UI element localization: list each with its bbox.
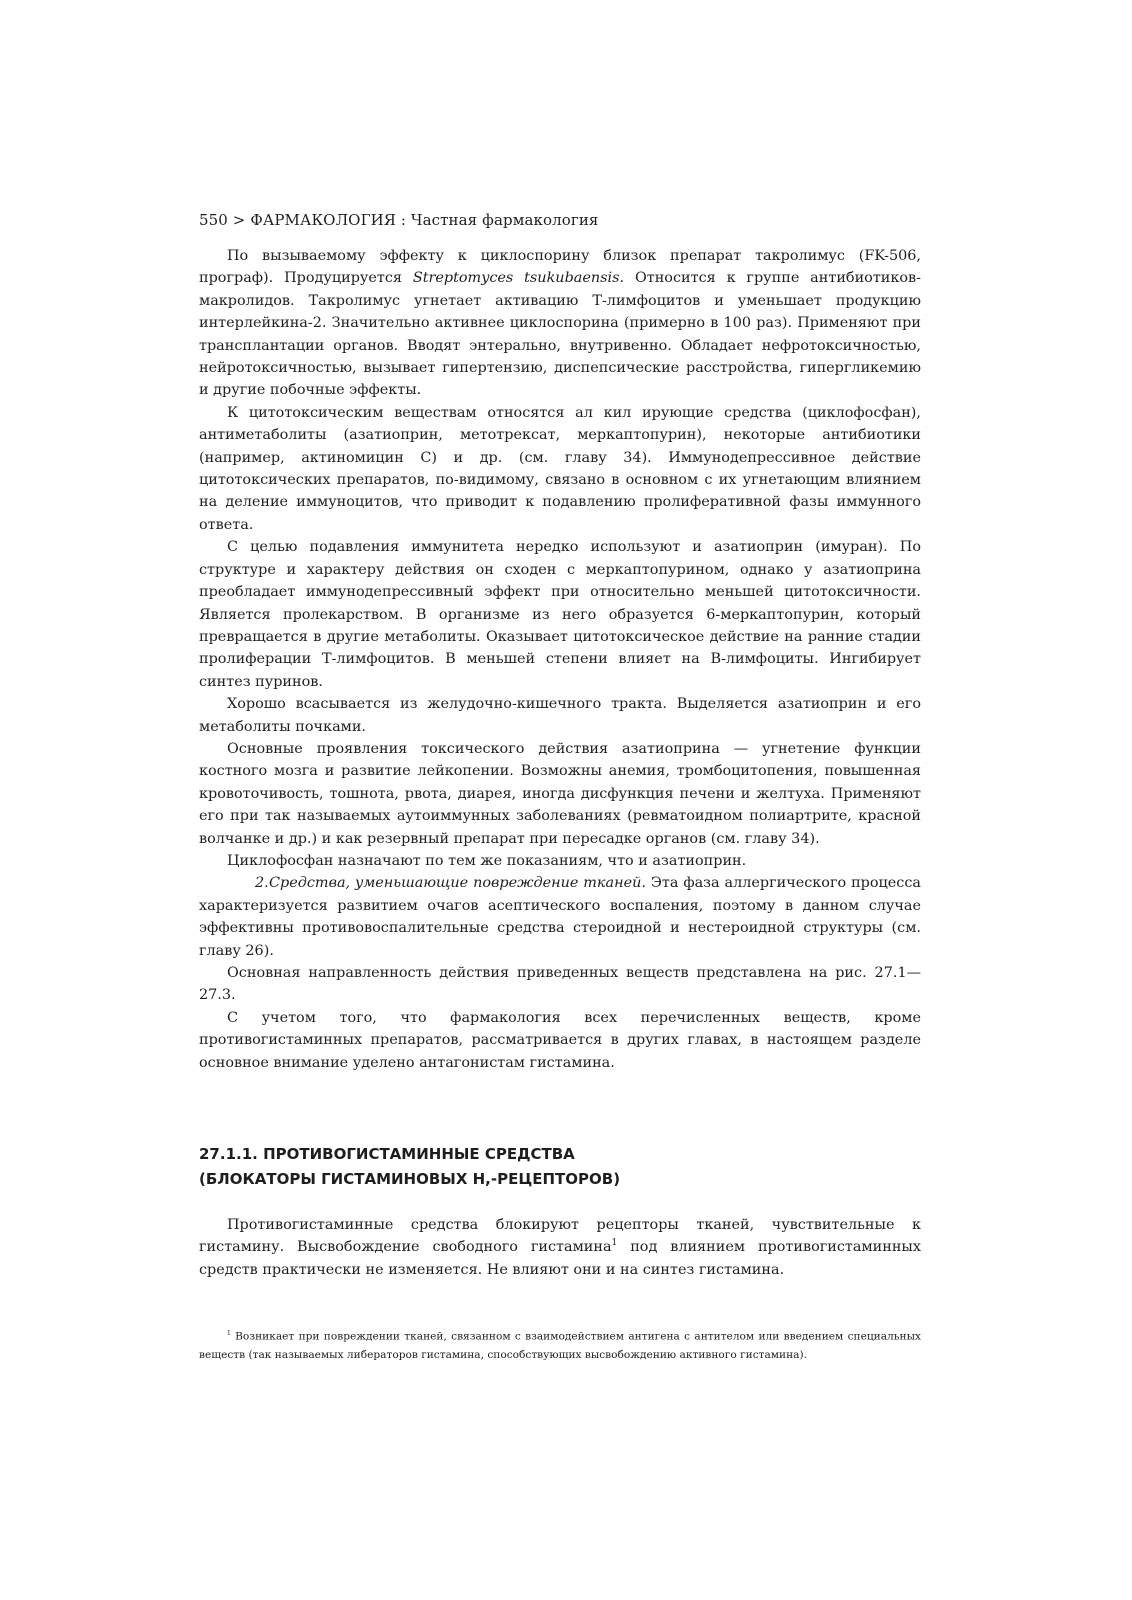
section-heading [199,1142,921,1192]
paragraph-section-focus: С учетом того, что фармакология всех перечисленных веществ, кроме противогистаминных препаратов, рассматривается в других главах, в настоящем разделе основное внимание уделено антагонистам гистамина. [199,1009,921,1071]
list-number: 2. [255,875,269,892]
running-head: 550 > ФАРМАКОЛОГИЯ : Частная фармакология [199,211,599,229]
paragraph-tacrolimus [199,245,921,402]
paragraph-tissue-damage [199,872,921,962]
section-antihistamines [199,1142,921,1281]
paragraph-text: . Относится к группе антибиотиков-макролидов. Такролимус угнетает активацию Т-лимфоцитов и уменьшает продукцию интерлейкина-2. Значительно активнее циклоспорина (примерно в 100 раз). Применяют при трансплантации органов. Вводят энтерально, внутривенно. Обладает нефротоксичностью, нейротоксичностью, вызывает гипертензию, диспепсические расстройства, гипергликемию и другие побочные эффекты. [199,270,922,399]
footnote [199,1325,921,1364]
paragraph-text: под влиянием противогистаминных средств практически не изменяется. Не влияют они и на синтез гистамина. [199,1239,921,1278]
paragraph-text: По вызываемому эффекту к циклоспорину близок препарат такролимус (FK-506, програф). Продуцируется [199,248,921,287]
paragraph-absorption: Хорошо всасывается из желудочно-кишечного тракта. Выделяется азатиоприн и его метаболиты почками. [199,696,921,735]
main-text [199,245,921,1074]
section-heading-line-1: 27.1.1. ПРОТИВОГИСТАМИННЫЕ СРЕДСТВА [199,1145,575,1163]
footnote-reference[interactable]: 1 [611,1238,618,1249]
paragraph-toxicity: Основные проявления токсического действия азатиоприна — угнетение функции костного мозга и развитие лейкопении. Возможны анемия, тромбоцитопения, повышенная кровоточивость, тошнота, рвота, диарея, иногда дисфункция печени и желтуха. Применяют его при так называемых аутоиммунных заболеваниях (ревматоидном полиартрите, красной волчанке и др.) и как резервный препарат при пересадке органов (см. главу 34). [199,740,921,847]
paragraph-cytotoxic: К цитотоксическим веществам относятся ал кил ирующие средства (циклофосфан), антиметаболиты (азатиоприн, метотрексат, меркаптопурин), некоторые антибиотики (например, актиномицин С) и др. (см. главу 34). Иммунодепрессивное действие цитотоксических препаратов, по-видимому, связано в основном с их угнетающим влиянием на деление иммуноцитов, что приводит к подавлению пролиферативной фазы иммунного ответа. [199,404,921,533]
paragraph-figures-reference: Основная направленность действия приведенных веществ представлена на рис. 27.1—27.3. [199,965,921,1004]
footnote-text: Возникает при повреждении тканей, связанном с взаимодействием антигена с антителом или введением специальных веществ (так называемых либераторов гистамина, способствующих высвобождению активного гистамина). [199,1330,921,1361]
section-heading-line-2: (БЛОКАТОРЫ ГИСТАМИНОВЫХ Н,-РЕЦЕПТОРОВ) [199,1170,621,1188]
list-item-title: Средства, уменьшающие повреждение тканей. [269,875,646,892]
paragraph-cyclophosphamide: Циклофосфан назначают по тем же показаниям, что и азатиоприн. [227,852,747,869]
species-name: Streptomyces tsukubaensis [412,270,620,287]
paragraph-text: Эта фаза аллергического процесса характеризуется развитием очагов асептического воспаления, поэтому в данном случае эффективны противовоспалительные средства стероидной и нестероидной структуры (см. главу 26). [199,875,922,959]
footnote-marker: 1 [227,1330,231,1337]
paragraph-text: Противогистаминные средства блокируют рецепторы тканей, чувствительные к гистамину. Высвобождение свободного гистамина [199,1217,921,1256]
paragraph-azathioprine: С целью подавления иммунитета нередко используют и азатиоприн (имуран). По структуре и характеру действия он сходен с меркаптопурином, однако у азатиоприна преобладает иммунодепрессивный эффект при относительно меньшей цитотоксичности. Является пролекарством. В организме из него образуется 6-меркаптопурин, который превращается в другие метаболиты. Оказывает цитотоксическое действие на ранние стадии пролиферации Т-лимфоцитов. В меньшей степени влияет на В-лимфоциты. Ингибирует синтез пуринов. [199,539,921,690]
section-paragraph [199,1214,921,1281]
